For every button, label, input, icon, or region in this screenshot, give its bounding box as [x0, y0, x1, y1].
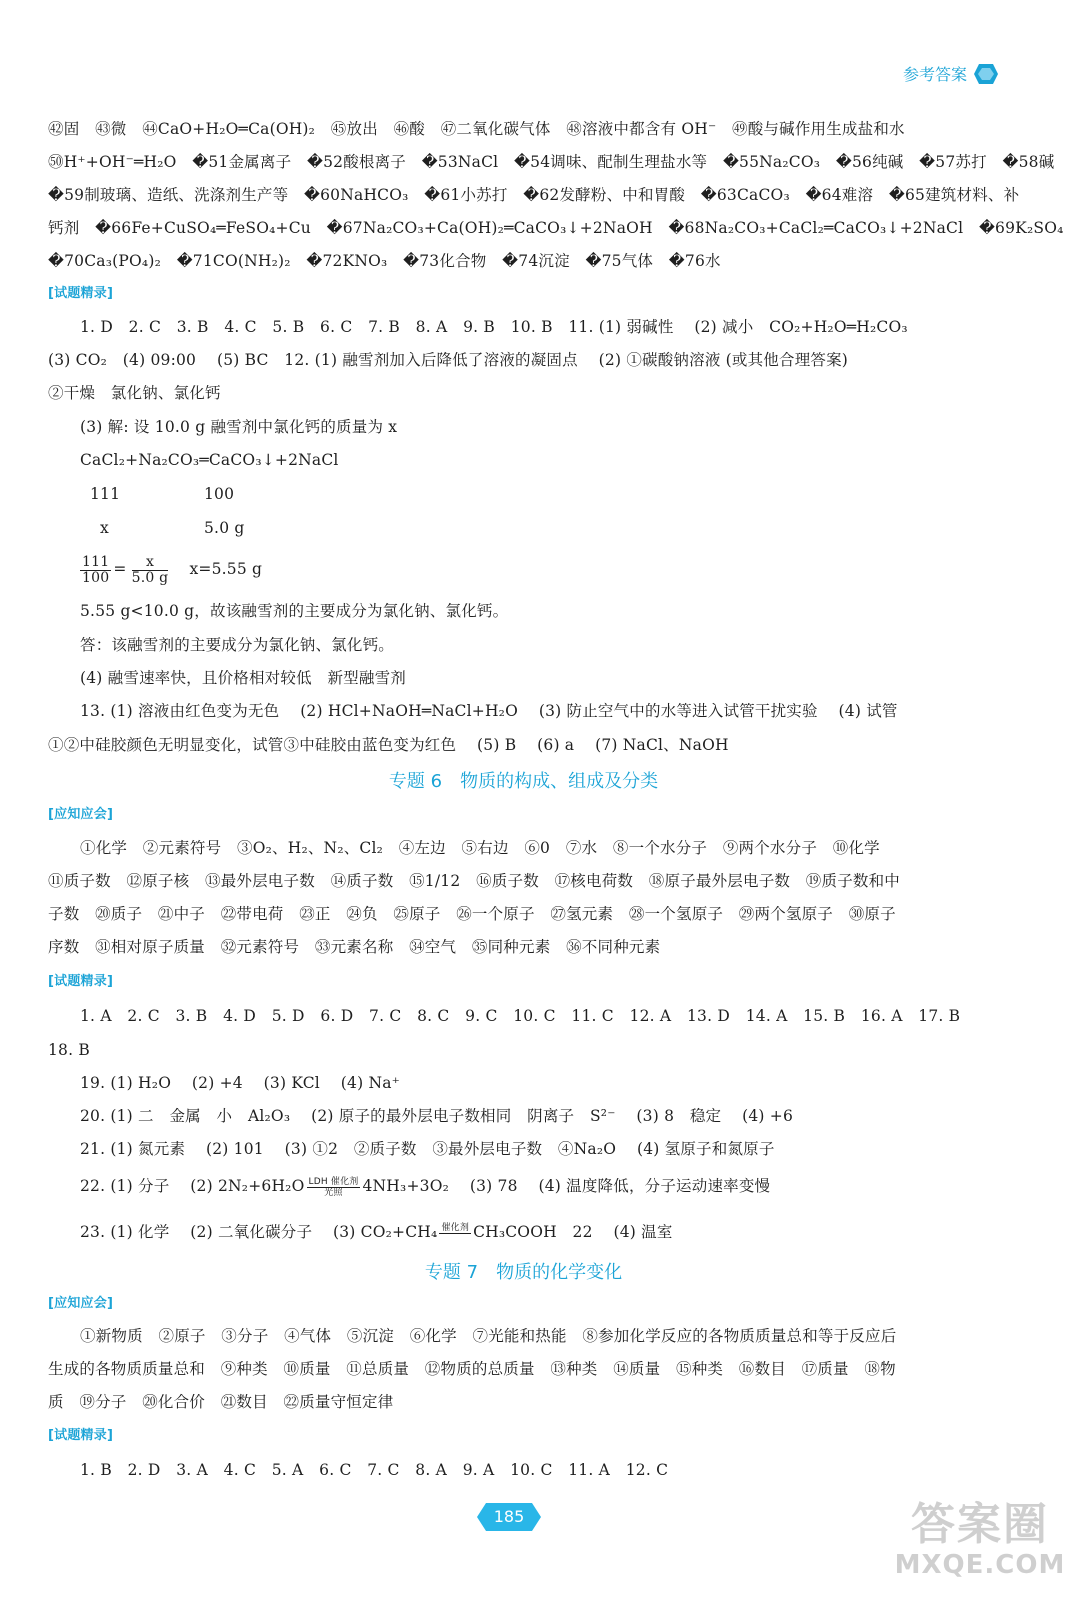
answer-line: ②干燥 氯化钠、氯化钙: [48, 384, 221, 402]
answer-line-23: 23. (1) 化学 (2) 二氧化碳分子 (3) CO₂+CH₄ 催化剂 CH₃COOH 22 (4) 温室: [48, 1218, 999, 1246]
answer-line: ㊷固 ㊸微 ㊹CaO+H₂O═Ca(OH)₂ ㊺放出 ㊻酸 ㊼二氧化碳气体 ㊽溶液中都含有 OH⁻ ㊾酸与碱作用生成盐和水: [48, 120, 905, 138]
answer-line-22: 22. (1) 分子 (2) 2N₂+6H₂O LDH 催化剂 光照 4NH₃+3O₂ (3) 78 (4) 温度降低，分子运动速率变慢: [80, 1176, 771, 1198]
section-title-topic-7: 专题 7 物质的化学变化: [424, 1262, 623, 1283]
page-number-badge: [476, 1502, 542, 1532]
answer-line: 20. (1) 二 金属 小 Al₂O₃ (2) 原子的最外层电子数相同 阴离子 S²⁻ (3) 8 稳定 (4) +6: [80, 1107, 794, 1125]
answer-line: (3) 解: 设 10.0 g 融雪剂中氯化钙的质量为 x: [80, 418, 398, 436]
watermark-line2: MXQE.COM: [894, 1550, 1066, 1580]
answer-line: 18. B: [48, 1041, 90, 1059]
answer-line: 序数 ㉛相对原子质量 ㉜元素符号 ㉝元素名称 ㉞空气 ㉟同种元素 ㊱不同种元素: [48, 938, 661, 956]
reaction-condition: 催化剂: [441, 1222, 470, 1233]
section-tag-shiti: [试题精录]: [48, 1428, 114, 1443]
header-title: 参考答案: [902, 65, 967, 84]
answer-line: ①②中硅胶颜色无明显变化，试管③中硅胶由蓝色变为红色 (5) B (6) a (7) NaCl、NaOH: [48, 736, 729, 754]
answer-line: 1. D 2. C 3. B 4. C 5. B 6. C 7. B 8. A 9. B 10. B 11. (1) 弱碱性 (2) 减小 CO₂+H₂O═H₂CO₃: [80, 318, 908, 336]
page-number: 185: [493, 1507, 525, 1526]
calc-value: 100: [204, 485, 235, 503]
watermark: [890, 1500, 1070, 1590]
watermark-line1: 答案圈: [911, 1499, 1049, 1550]
answer-line: �70Ca₃(PO₄)₂ �71CO(NH₂)₂ �72KNO₃ �73化合物 �74沉淀 �75气体 �76水: [48, 252, 721, 270]
reaction-condition: LDH 催化剂 光照: [308, 1176, 359, 1198]
fraction-right: $\frac{x}{5.0 g}$: [131, 553, 169, 586]
calc-value: 5.0 g: [204, 519, 245, 537]
answer-line: 21. (1) 氮元素 (2) 101 (3) ①2 ②质子数 ③最外层电子数 ④Na₂O (4) 氢原子和氮原子: [80, 1140, 775, 1158]
section-title-topic-6: 专题 6 物质的构成、组成及分类: [388, 771, 659, 792]
answer-line: 子数 ⑳质子 ㉑中子 ㉒带电荷 ㉓正 ㉔负 ㉕原子 ㉖一个原子 ㉗氢元素 ㉘一个氢原子 ㉙两个氢原子 ㉚原子: [48, 905, 896, 923]
answer-line: ⑪质子数 ⑫原子核 ⑬最外层电子数 ⑭质子数 ⑮1/12 ⑯质子数 ⑰核电荷数 ⑱原子最外层电子数 ⑲质子数和中: [48, 872, 901, 890]
running-header: [903, 62, 999, 85]
answer-line: 5.55 g<10.0 g，故该融雪剂的主要成分为氯化钠、氯化钙。: [80, 602, 509, 620]
answer-line: (4) 融雪速率快，且价格相对较低 新型融雪剂: [80, 669, 406, 687]
answer-line: 生成的各物质质量总和 ⑨种类 ⑩质量 ⑪总质量 ⑫物质的总质量 ⑬种类 ⑭质量 ⑮种类 ⑯数目 ⑰质量 ⑱物: [48, 1360, 896, 1378]
answer-line: �59制玻璃、造纸、洗涤剂生产等 �60NaHCO₃ �61小苏打 �62发酵粉、中和胃酸 �63CaCO₃ �64难溶 �65建筑材料、补: [48, 186, 1020, 204]
section-tag-shiti: [试题精录]: [48, 974, 114, 989]
fraction-result: x=5.55 g: [189, 560, 263, 578]
equation-line: CaCl₂+Na₂CO₃═CaCO₃↓+2NaCl: [80, 451, 339, 469]
answer-line: 13. (1) 溶液由红色变为无色 (2) HCl+NaOH═NaCl+H₂O (3) 防止空气中的水等进入试管干扰实验 (4) 试管: [80, 702, 898, 720]
answer-line: 19. (1) H₂O (2) +4 (3) KCl (4) Na⁺: [80, 1074, 401, 1092]
section-tag-yingzhi: [应知应会]: [48, 1296, 114, 1311]
answer-line: (3) CO₂ (4) 09:00 (5) BC 12. (1) 融雪剂加入后降低了溶液的凝固点 (2) ①碳酸钠溶液 (或其他合理答案): [48, 351, 849, 369]
calc-value: 111: [90, 485, 121, 503]
hexagon-logo-icon: [973, 63, 999, 85]
answer-line: 1. B 2. D 3. A 4. C 5. A 6. C 7. C 8. A 9. A 10. C 11. A 12. C: [80, 1461, 669, 1479]
calc-value: x: [100, 519, 109, 537]
answer-line: 答：该融雪剂的主要成分为氯化钠、氯化钙。: [80, 636, 395, 654]
section-tag-shiti: [试题精录]: [48, 286, 114, 301]
answer-line: ①新物质 ②原子 ③分子 ④气体 ⑤沉淀 ⑥化学 ⑦光能和热能 ⑧参加化学反应的各物质质量总和等于反应后: [80, 1327, 897, 1345]
answer-line: 1. A 2. C 3. B 4. D 5. D 6. D 7. C 8. C 9. C 10. C 11. C 12. A 13. D 14. A 15. B 16. A 17. B: [80, 1007, 961, 1025]
answer-line: ①化学 ②元素符号 ③O₂、H₂、N₂、Cl₂ ④左边 ⑤右边 ⑥0 ⑦水 ⑧一个水分子 ⑨两个水分子 ⑩化学: [80, 839, 880, 857]
answer-line: 质 ⑲分子 ⑳化合价 ㉑数目 ㉒质量守恒定律: [48, 1393, 394, 1411]
answer-line: 钙剂 �66Fe+CuSO₄═FeSO₄+Cu �67Na₂CO₃+Ca(OH)₂═CaCO₃↓+2NaOH �68Na₂CO₃+CaCl₂═CaCO₃↓+2NaCl �69K₂SO₄: [48, 219, 1064, 237]
section-tag-yingzhi: [应知应会]: [48, 807, 114, 822]
fraction-left: $\frac{111}{100}$: [82, 553, 110, 586]
fraction-line: $\frac{111}{100}$ = $\frac{x}{5.0 g}$ x=5.55 g: [82, 553, 263, 586]
answer-line: ㊿H⁺+OH⁻═H₂O �51金属离子 �52酸根离子 �53NaCl �54调味、配制生理盐水等 �55Na₂CO₃ �56纯碱 �57苏打 �58碱: [48, 153, 1055, 171]
